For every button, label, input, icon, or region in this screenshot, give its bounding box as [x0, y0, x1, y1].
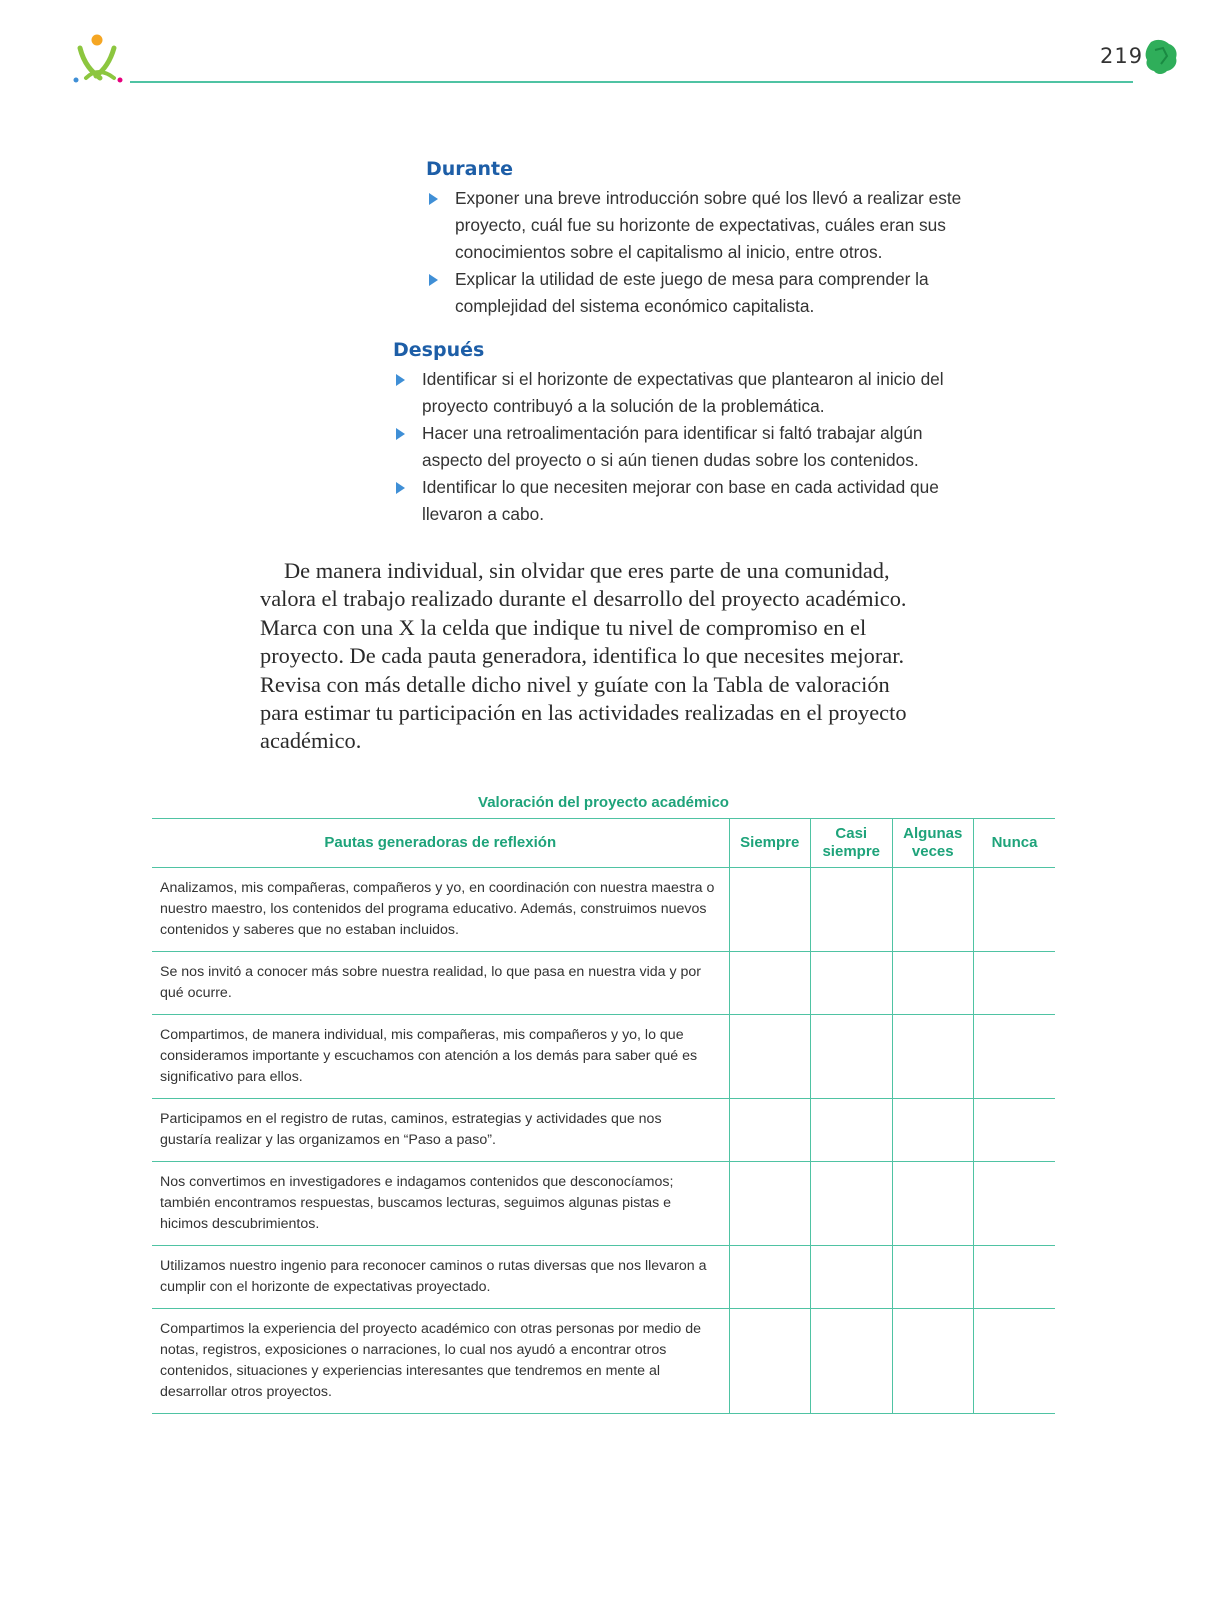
mark-cell-algunas-veces[interactable]: [892, 1309, 974, 1414]
criterion-cell: Compartimos la experiencia del proyecto académico con otras personas por medio de notas, registros, exposiciones o narraciones, lo cual nos ayudó a encontrar otros contenidos, situaciones y experiencias interesantes que tendremos en mente al desarrollar otros proyectos.: [152, 1309, 729, 1414]
header-siempre: Siempre: [729, 819, 811, 868]
table-row: [152, 1246, 1055, 1309]
table-row: [152, 952, 1055, 1015]
mark-cell-casi-siempre[interactable]: [811, 1162, 893, 1246]
header-criterion: Pautas generadoras de reflexión: [152, 819, 729, 868]
list-item-text: Explicar la utilidad de este juego de mesa para comprender la complejidad del sistema económico capitalista.: [455, 269, 929, 316]
criterion-cell: Analizamos, mis compañeras, compañeros y yo, en coordinación con nuestra maestra o nuestro maestro, los contenidos del programa educativo. Además, construimos nuevos contenidos y saberes que no estaban incluidos.: [152, 868, 729, 952]
mark-cell-algunas-veces[interactable]: [892, 868, 974, 952]
page-number: 219: [1100, 44, 1144, 68]
mark-cell-nunca[interactable]: [974, 952, 1056, 1015]
despues-section: [393, 336, 963, 528]
mark-cell-algunas-veces[interactable]: [892, 1162, 974, 1246]
mark-cell-casi-siempre[interactable]: [811, 952, 893, 1015]
mark-cell-nunca[interactable]: [974, 1309, 1056, 1414]
table-row: [152, 1099, 1055, 1162]
bullet-triangle-icon: [396, 428, 405, 440]
mark-cell-nunca[interactable]: [974, 1099, 1056, 1162]
durante-section: [426, 155, 996, 320]
header-algunas-veces: Algunas veces: [892, 819, 974, 868]
mark-cell-nunca[interactable]: [974, 1015, 1056, 1099]
list-item-text: Identificar si el horizonte de expectativas que plantearon al inicio del proyecto contribuyó a la solución de la problemática.: [422, 369, 944, 416]
header-nunca: Nunca: [974, 819, 1056, 868]
mark-cell-algunas-veces[interactable]: [892, 1099, 974, 1162]
bullet-triangle-icon: [429, 274, 438, 286]
mark-cell-algunas-veces[interactable]: [892, 952, 974, 1015]
mark-cell-casi-siempre[interactable]: [811, 868, 893, 952]
list-item: [426, 266, 996, 320]
criterion-cell: Nos convertimos en investigadores e indagamos contenidos que desconocíamos; también encontramos respuestas, buscamos lecturas, seguimos algunas pistas e hicimos descubrimientos.: [152, 1162, 729, 1246]
mark-cell-siempre[interactable]: [729, 1309, 811, 1414]
header-rule: [130, 81, 1133, 83]
despues-title: Después: [393, 339, 485, 361]
bullet-triangle-icon: [396, 482, 405, 494]
criterion-cell: Compartimos, de manera individual, mis compañeras, mis compañeros y yo, lo que consideramos importante y escuchamos con atención a los demás para saber qué es significativo para ellos.: [152, 1015, 729, 1099]
mark-cell-siempre[interactable]: [729, 868, 811, 952]
mark-cell-casi-siempre[interactable]: [811, 1309, 893, 1414]
table-row: [152, 1162, 1055, 1246]
header-casi-siempre: Casi siempre: [811, 819, 893, 868]
series-logo-icon: [70, 30, 130, 88]
mark-cell-siempre[interactable]: [729, 952, 811, 1015]
criterion-cell: Se nos invitó a conocer más sobre nuestra realidad, lo que pasa en nuestra vida y por qué ocurre.: [152, 952, 729, 1015]
table-row: [152, 1015, 1055, 1099]
mark-cell-nunca[interactable]: [974, 1246, 1056, 1309]
bullet-triangle-icon: [429, 193, 438, 205]
mark-cell-casi-siempre[interactable]: [811, 1015, 893, 1099]
table-row: [152, 868, 1055, 952]
mark-cell-siempre[interactable]: [729, 1162, 811, 1246]
mark-cell-siempre[interactable]: [729, 1015, 811, 1099]
table-caption: Valoración del proyecto académico: [478, 794, 729, 811]
mark-cell-casi-siempre[interactable]: [811, 1246, 893, 1309]
table-row: [152, 1309, 1055, 1414]
mark-cell-siempre[interactable]: [729, 1246, 811, 1309]
list-item-text: Hacer una retroalimentación para identificar si faltó trabajar algún aspecto del proyecto o si aún tienen dudas sobre los contenidos.: [422, 423, 923, 470]
criterion-cell: Utilizamos nuestro ingenio para reconocer caminos o rutas diversas que nos llevaron a cumplir con el horizonte de expectativas proyectado.: [152, 1246, 729, 1309]
list-item: [393, 366, 963, 420]
green-blob-icon: [1143, 38, 1179, 76]
list-item: [393, 474, 963, 528]
criterion-cell: Participamos en el registro de rutas, caminos, estrategias y actividades que nos gustaría realizar y las organizamos en “Paso a paso”.: [152, 1099, 729, 1162]
mark-cell-algunas-veces[interactable]: [892, 1015, 974, 1099]
list-item-text: Exponer una breve introducción sobre qué los llevó a realizar este proyecto, cuál fue su horizonte de expectativas, cuáles eran sus conocimientos sobre el capitalismo al inicio, entre otros.: [455, 188, 962, 262]
list-item: [426, 185, 996, 266]
table-header-row: [152, 819, 1055, 868]
durante-list: [426, 185, 996, 320]
list-item: [393, 420, 963, 474]
mark-cell-nunca[interactable]: [974, 868, 1056, 952]
bullet-triangle-icon: [396, 374, 405, 386]
mark-cell-nunca[interactable]: [974, 1162, 1056, 1246]
mark-cell-algunas-veces[interactable]: [892, 1246, 974, 1309]
list-item-text: Identificar lo que necesiten mejorar con base en cada actividad que llevaron a cabo.: [422, 477, 939, 524]
intro-paragraph: De manera individual, sin olvidar que eres parte de una comunidad, valora el trabajo realizado durante el desarrollo del proyecto académico. Marca con una X la celda que indique tu nivel de compromiso en el proyecto. De cada pauta generadora, identifica lo que necesites mejorar. Revisa con más detalle dicho nivel y guíate con la Tabla de valoración para estimar tu participación en las actividades realizadas en el proyecto académico.: [260, 558, 907, 754]
assessment-table: [152, 818, 1055, 1414]
despues-list: [393, 366, 963, 528]
mark-cell-siempre[interactable]: [729, 1099, 811, 1162]
mark-cell-casi-siempre[interactable]: [811, 1099, 893, 1162]
durante-title: Durante: [426, 158, 513, 180]
